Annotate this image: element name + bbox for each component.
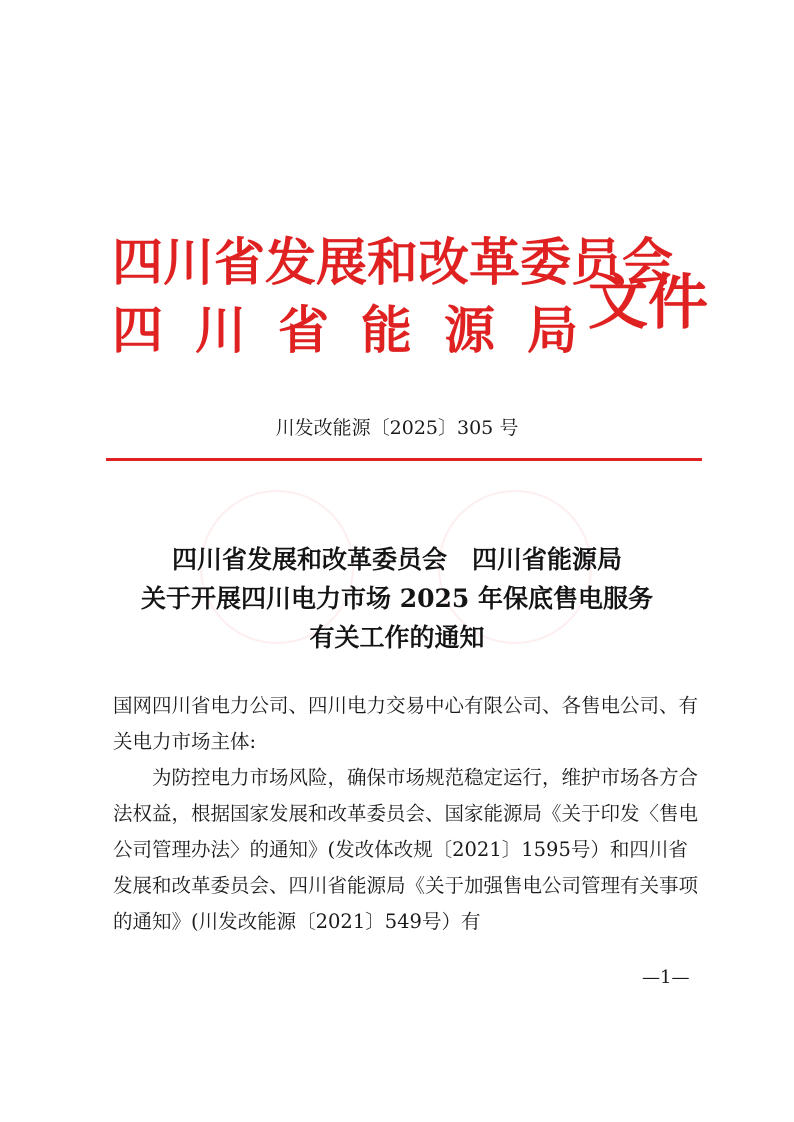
addressee: 国网四川省电力公司、四川电力交易中心有限公司、各售电公司、有关电力市场主体:: [113, 694, 699, 753]
body-paragraph: 为防控电力市场风险，确保市场规范稳定运行，维护市场各方合法权益，根据国家发展和改革委员会、国家能源局《关于印发〈售电公司管理办法〉的通知》(发改体改规〔2021〕1595号）和四川省发展和改革委员会、四川省能源局《关于加强售电公司管理有关事项的通知》(川发改能源〔2021〕549号）有: [113, 766, 699, 933]
letterhead-org-line2: 四川省能源局: [112, 302, 611, 361]
document-title: [80, 540, 714, 657]
title-line: 关于开展四川电力市场 2025 年保底售电服务: [141, 584, 653, 613]
document-body: [113, 688, 698, 940]
title-line: 四川省发展和改革委员会 四川省能源局: [171, 545, 622, 574]
page-number: —1—: [642, 967, 690, 988]
red-divider: [106, 458, 702, 461]
title-line: 有关工作的通知: [309, 623, 485, 652]
document-number: 川发改能源〔2025〕305 号: [275, 417, 519, 439]
letterhead-doc-suffix: 文件: [588, 268, 708, 338]
letterhead: [112, 232, 712, 372]
letterhead-org-line1: 四川省发展和改革委员会: [112, 234, 674, 293]
